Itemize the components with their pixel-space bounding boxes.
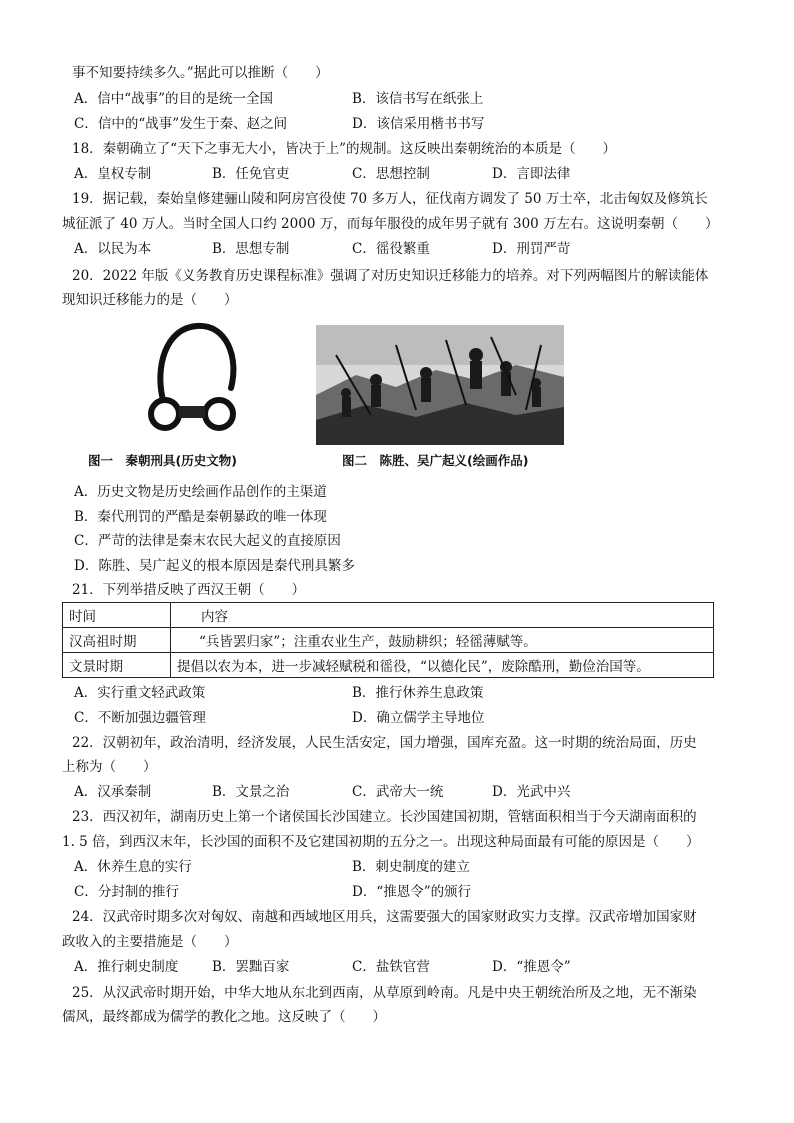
q20-option-a: A．历史文物是历史绘画作品创作的主渠道 <box>74 484 327 500</box>
q20-option-c: C．严苛的法律是秦末农民大起义的直接原因 <box>74 533 341 549</box>
q24-option-c: C．盐铁官营 <box>352 959 430 975</box>
q18-stem: 18．秦朝确立了“天下之事无大小，皆决于上”的规制。这反映出秦朝统治的本质是（ ） <box>72 141 616 157</box>
q17-option-d: D．该信采用楷书书写 <box>352 116 485 132</box>
q21-option-a: A．实行重文轻武政策 <box>74 685 206 701</box>
figure2-caption: 图二 陈胜、吴广起义(绘画作品) <box>342 453 529 468</box>
q19-option-d: D．刑罚严苛 <box>492 241 571 257</box>
q17-option-b: B．该信书写在纸张上 <box>352 91 484 107</box>
table-row <box>63 653 714 678</box>
q18-option-d: D．言即法律 <box>492 166 571 182</box>
q24-option-b: B．罢黜百家 <box>212 959 290 975</box>
table-header-cell: 内容 <box>171 603 714 628</box>
q19-option-c: C．徭役繁重 <box>352 241 430 257</box>
q19-stem-line2: 城征派了 40 万人。当时全国人口约 2000 万，而每年服役的成年男子就有 300 万左右。这说明秦朝（ ） <box>62 216 719 232</box>
q22-option-d: D．光武中兴 <box>492 784 571 800</box>
q22-option-b: B．文景之治 <box>212 784 290 800</box>
qin-shackles-figure <box>135 318 255 443</box>
q20-option-d: D．陈胜、吴广起义的根本原因是秦代刑具繁多 <box>74 558 355 574</box>
q19-stem-line1: 19．据记载，秦始皇修建骊山陵和阿房宫役使 70 多万人，征伐南方调发了 50 万士卒，北击匈奴及修筑长 <box>72 191 708 207</box>
table-row <box>63 628 714 653</box>
q21-stem: 21．下列举措反映了西汉王朝（ ） <box>72 582 306 598</box>
q23-option-b: B．刺史制度的建立 <box>352 859 470 875</box>
q23-stem-line2: 1. 5 倍，到西汉末年，长沙国的面积不及它建国初期的五分之一。出现这种局面最有可能的原因是（ ） <box>62 834 700 850</box>
q23-option-d: D．“推恩令”的颁行 <box>352 884 472 900</box>
figure1-caption: 图一 秦朝刑具(历史文物) <box>88 453 237 468</box>
chen-sheng-wu-guang-uprising-painting <box>316 325 564 445</box>
q21-option-b: B．推行休养生息政策 <box>352 685 484 701</box>
table-header-row <box>63 603 714 628</box>
q17-stem-tail: 事不知要持续多久。”据此可以推断（ ） <box>72 65 329 81</box>
q19-option-a: A．以民为本 <box>74 241 152 257</box>
table-cell: 提倡以农为本，进一步减轻赋税和徭役，“以德化民”，废除酷刑，勤俭治国等。 <box>171 653 714 678</box>
q17-option-c: C．信中的“战事”发生于秦、赵之间 <box>74 116 288 132</box>
q20-option-b: B．秦代刑罚的严酷是秦朝暴政的唯一体现 <box>74 509 327 525</box>
q21-option-c: C．不断加强边疆管理 <box>74 710 206 726</box>
q18-option-a: A．皇权专制 <box>74 166 152 182</box>
q22-option-c: C．武帝大一统 <box>352 784 444 800</box>
q25-stem-line2: 儒风，最终都成为儒学的教化之地。这反映了（ ） <box>62 1009 386 1025</box>
q24-option-a: A．推行刺史制度 <box>74 959 179 975</box>
q24-stem-line2: 政收入的主要措施是（ ） <box>62 934 238 950</box>
q22-stem-line2: 上称为（ ） <box>62 759 157 775</box>
q25-stem-line1: 25．从汉武帝时期开始，中华大地从东北到西南，从草原到岭南。凡是中央王朝统治所及之地，无不渐染 <box>72 985 697 1001</box>
q18-option-c: C．思想控制 <box>352 166 430 182</box>
q23-stem-line1: 23．西汉初年，湖南历史上第一个诸侯国长沙国建立。长沙国建国初期，管辖面积相当于今天湖南面积的 <box>72 809 697 825</box>
q22-stem-line1: 22．汉朝初年，政治清明，经济发展，人民生活安定，国力增强，国库充盈。这一时期的统治局面，历史 <box>72 735 697 751</box>
q23-option-c: C．分封制的推行 <box>74 884 179 900</box>
q22-option-a: A．汉承秦制 <box>74 784 152 800</box>
table-header-cell: 时间 <box>63 603 171 628</box>
table-cell: “兵皆罢归家”；注重农业生产，鼓励耕织；轻徭薄赋等。 <box>171 628 714 653</box>
q23-option-a: A．休养生息的实行 <box>74 859 192 875</box>
q21-table <box>62 602 714 678</box>
table-cell: 汉高祖时期 <box>63 628 171 653</box>
q21-option-d: D．确立儒学主导地位 <box>352 710 485 726</box>
q19-option-b: B．思想专制 <box>212 241 290 257</box>
q24-stem-line1: 24．汉武帝时期多次对匈奴、南越和西域地区用兵，这需要强大的国家财政实力支撑。汉武帝增加国家财 <box>72 909 697 925</box>
q17-option-a: A．信中“战事”的目的是统一全国 <box>74 91 274 107</box>
q24-option-d: D．“推恩令” <box>492 959 571 975</box>
table-cell: 文景时期 <box>63 653 171 678</box>
q18-option-b: B．任免官吏 <box>212 166 290 182</box>
q20-stem-line2: 现知识迁移能力的是（ ） <box>62 292 238 308</box>
q20-stem-line1: 20．2022 年版《义务教育历史课程标准》强调了对历史知识迁移能力的培养。对下列两幅图片的解读能体 <box>72 268 709 284</box>
